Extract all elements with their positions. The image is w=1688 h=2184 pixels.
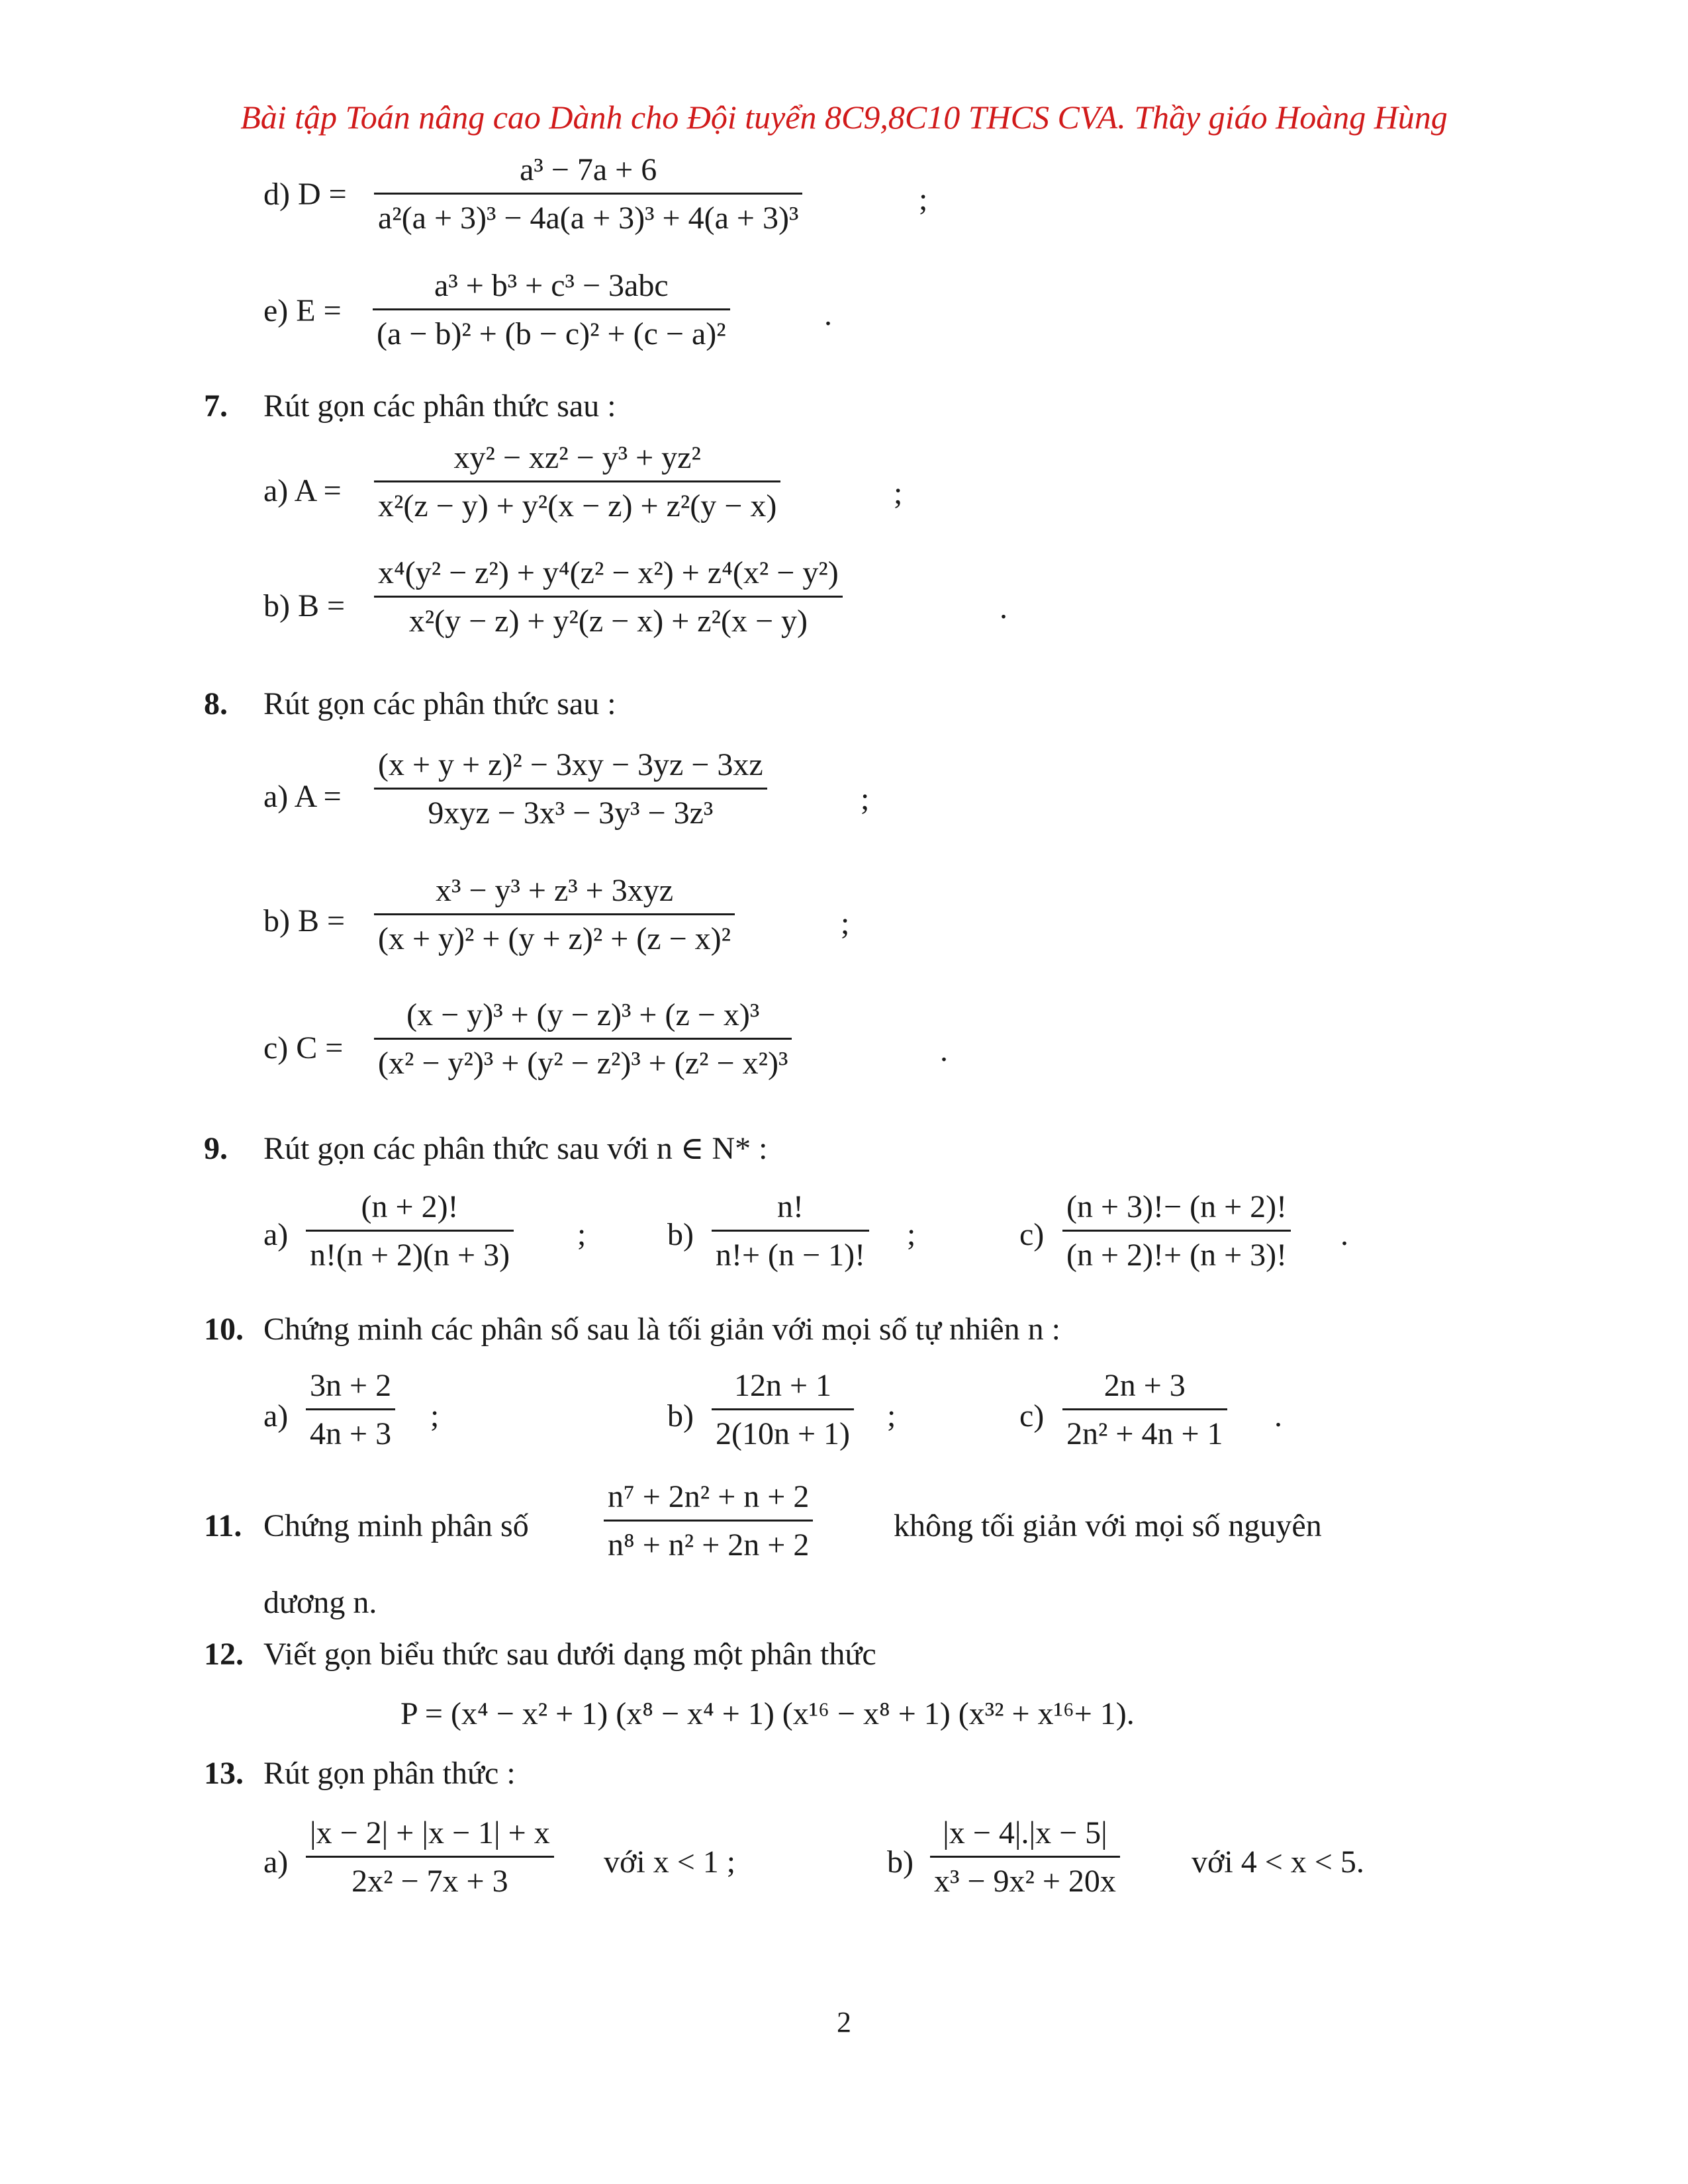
page-header: Bài tập Toán nâng cao Dành cho Đội tuyển 8C9,8C10 THCS CVA. Thầy giáo Hoàng Hùng	[240, 99, 1448, 136]
p10b-label: b)	[667, 1398, 694, 1433]
fraction-bar	[306, 1856, 554, 1858]
p10a-numerator: 3n + 2	[310, 1368, 392, 1403]
p10a-fraction	[306, 1370, 395, 1450]
p13-title: Rút gọn phân thức :	[263, 1756, 516, 1791]
p7b-denominator: x²(y − z) + y²(z − x) + z²(x − y)	[408, 604, 808, 639]
fraction-bar	[373, 308, 730, 310]
p13b-numerator: |x − 4|.|x − 5|	[943, 1815, 1107, 1850]
p9c-numerator: (n + 3)!− (n + 2)!	[1066, 1189, 1288, 1224]
p8c-label: c) C =	[263, 1030, 344, 1066]
fraction-bar	[604, 1520, 813, 1522]
p8c-fraction	[374, 999, 792, 1079]
p8a-label: a) A =	[263, 779, 342, 814]
p10b-numerator: 12n + 1	[733, 1368, 832, 1403]
p10b-denominator: 2(10n + 1)	[716, 1416, 851, 1451]
fraction-bar	[712, 1230, 869, 1232]
p9-number: 9.	[204, 1131, 228, 1166]
p10a-label: a)	[263, 1398, 289, 1433]
p6d-fraction	[374, 154, 802, 234]
fraction-bar	[1062, 1230, 1291, 1232]
p6e-fraction	[373, 270, 730, 350]
p10-number: 10.	[204, 1312, 244, 1347]
p12-number: 12.	[204, 1637, 244, 1672]
p8-title: Rút gọn các phân thức sau :	[263, 686, 616, 721]
p9c-denominator: (n + 2)!+ (n + 3)!	[1066, 1238, 1288, 1273]
p11-denominator: n⁸ + n² + 2n + 2	[608, 1527, 810, 1563]
p7a-numerator: xy² − xz² − y³ + yz²	[453, 440, 701, 475]
p11-text-before: Chứng minh phân số	[263, 1508, 529, 1543]
p13b-denominator: x³ − 9x² + 20x	[934, 1864, 1116, 1899]
p9b-denominator: n!+ (n − 1)!	[716, 1238, 866, 1273]
fraction-bar	[712, 1408, 854, 1410]
p10a-end: ;	[430, 1398, 440, 1433]
p8a-denominator: 9xyz − 3x³ − 3y³ − 3z³	[428, 796, 714, 831]
p7a-end: ;	[894, 476, 903, 511]
p7b-end: .	[1000, 590, 1008, 625]
p11-number: 11.	[204, 1508, 242, 1543]
p6e-end: .	[824, 297, 832, 332]
p13a-label: a)	[263, 1844, 289, 1880]
p8a-numerator: (x + y + z)² − 3xy − 3yz − 3xz	[378, 747, 763, 782]
p8b-fraction	[374, 875, 735, 955]
fraction-bar	[374, 596, 843, 598]
p6d-end: ;	[919, 182, 928, 217]
p9b-fraction	[712, 1191, 869, 1271]
p7-title: Rút gọn các phân thức sau :	[263, 388, 616, 424]
p9a-numerator: (n + 2)!	[361, 1189, 459, 1224]
p7a-fraction	[374, 442, 780, 522]
fraction-bar	[1062, 1408, 1227, 1410]
p8b-label: b) B =	[263, 903, 346, 938]
p13a-condition: với x < 1 ;	[604, 1844, 736, 1880]
p9c-end: .	[1340, 1217, 1348, 1252]
p6d-denominator: a²(a + 3)³ − 4a(a + 3)³ + 4(a + 3)³	[378, 201, 799, 236]
p9b-label: b)	[667, 1217, 694, 1252]
p9a-fraction	[306, 1191, 514, 1271]
p9-title: Rút gọn các phân thức sau với n ∈ N* :	[263, 1131, 768, 1166]
p13a-numerator: |x − 2| + |x − 1| + x	[310, 1815, 550, 1850]
p10c-label: c)	[1019, 1398, 1045, 1433]
p9b-numerator: n!	[777, 1189, 804, 1224]
p13-number: 13.	[204, 1756, 244, 1791]
p12-title: Viết gọn biểu thức sau dưới dạng một phân thức	[263, 1637, 876, 1672]
fraction-bar	[374, 480, 780, 482]
p10c-numerator: 2n + 3	[1103, 1368, 1186, 1403]
p9c-label: c)	[1019, 1217, 1045, 1252]
p8b-denominator: (x + y)² + (y + z)² + (z − x)²	[378, 921, 731, 956]
fraction-bar	[374, 193, 802, 195]
p8c-numerator: (x − y)³ + (y − z)³ + (z − x)³	[406, 997, 760, 1032]
p6e-label: e) E =	[263, 293, 342, 328]
p13b-fraction	[930, 1817, 1120, 1897]
p6e-numerator: a³ + b³ + c³ − 3abc	[434, 268, 669, 303]
p8c-denominator: (x² − y²)³ + (y² − z²)³ + (z² − x²)³	[378, 1046, 788, 1081]
p8b-end: ;	[841, 906, 850, 941]
p13a-denominator: 2x² − 7x + 3	[352, 1864, 508, 1899]
p13a-fraction	[306, 1817, 554, 1897]
p9a-end: ;	[577, 1217, 586, 1252]
p7b-fraction	[374, 557, 843, 637]
p12-expression: P = (x⁴ − x² + 1) (x⁸ − x⁴ + 1) (x¹⁶ − x⁸ + 1) (x³² + x¹⁶+ 1).	[400, 1696, 1135, 1731]
p6d-numerator: a³ − 7a + 6	[520, 152, 657, 187]
fraction-bar	[306, 1230, 514, 1232]
p13b-condition: với 4 < x < 5.	[1192, 1844, 1364, 1880]
p8c-end: .	[940, 1033, 948, 1068]
p10b-end: ;	[887, 1398, 896, 1433]
p8b-numerator: x³ − y³ + z³ + 3xyz	[436, 873, 674, 908]
p6d-label: d) D =	[263, 177, 347, 212]
fraction-bar	[374, 1038, 792, 1040]
p13b-label: b)	[887, 1844, 914, 1880]
p10a-denominator: 4n + 3	[310, 1416, 392, 1451]
p7b-numerator: x⁴(y² − z²) + y⁴(z² − x²) + z⁴(x² − y²)	[378, 555, 839, 590]
p8a-end: ;	[861, 782, 870, 817]
p9b-end: ;	[907, 1217, 916, 1252]
fraction-bar	[374, 788, 767, 790]
p11-fraction	[604, 1481, 813, 1561]
p7a-label: a) A =	[263, 473, 342, 508]
p11-text-after: không tối giản với mọi số nguyên	[894, 1508, 1322, 1543]
p10c-fraction	[1062, 1370, 1227, 1450]
p8-number: 8.	[204, 686, 228, 721]
p7b-label: b) B =	[263, 588, 346, 623]
p10c-denominator: 2n² + 4n + 1	[1066, 1416, 1223, 1451]
p11-numerator: n⁷ + 2n² + n + 2	[608, 1479, 810, 1514]
p9a-label: a)	[263, 1217, 289, 1252]
p11-text-line2: dương n.	[263, 1585, 377, 1620]
p10c-end: .	[1274, 1398, 1282, 1433]
p8a-fraction	[374, 749, 767, 829]
page-number: 2	[837, 2006, 851, 2038]
p9a-denominator: n!(n + 2)(n + 3)	[310, 1238, 510, 1273]
fraction-bar	[374, 913, 735, 915]
fraction-bar	[930, 1856, 1120, 1858]
p10-title: Chứng minh các phân số sau là tối giản với mọi số tự nhiên n :	[263, 1312, 1060, 1347]
p10b-fraction	[712, 1370, 854, 1450]
fraction-bar	[306, 1408, 395, 1410]
p7-number: 7.	[204, 388, 228, 424]
p7a-denominator: x²(z − y) + y²(x − z) + z²(y − x)	[378, 488, 777, 523]
p6e-denominator: (a − b)² + (b − c)² + (c − a)²	[377, 316, 726, 351]
p9c-fraction	[1062, 1191, 1291, 1271]
